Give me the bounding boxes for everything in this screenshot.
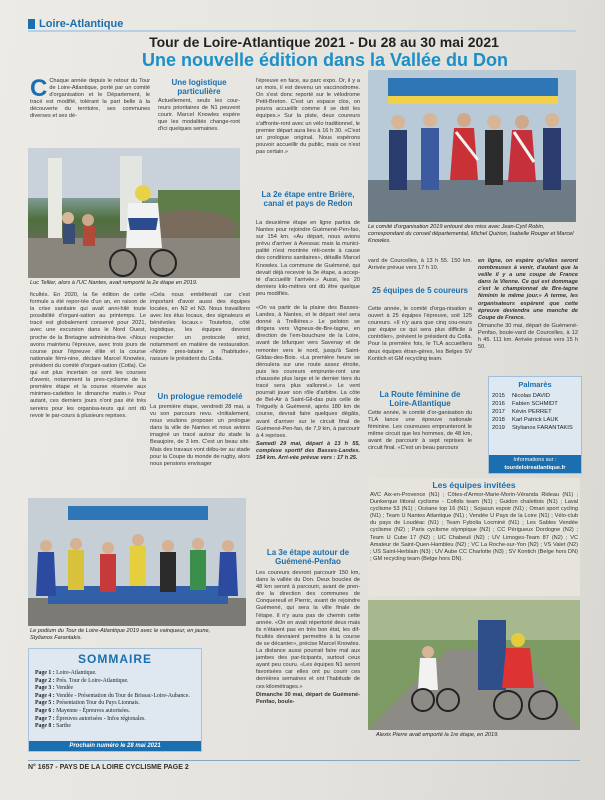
col4-paragraph-1: vard de Courcelles, à 13 h 55. 150 km. Arrivée prévue vers 17 h 10. bbox=[368, 258, 472, 272]
etape3-paragraph-1: Les coureurs devront parcourir 150 km, dans la vallée du Don. Deux boucles de 48 km seront à parcourir, avant de pren-dre la direction des communes de Conquereuil et Pierric, avant de rejoindre Guémené, qui sera la ville finale de l'étape. Il n'y aura pas de chemin cette année. «On en avait répertorié deux mais ils n'étaient pas en très bon état, les dif-ficultés devraient permettre à la course de se décanter», précise Marcel Knowles. La distance aussi pourrait faire mal aux jambes des par-ticipants, surtout ceux ayant peu couru. «Les équipes N1 seront favorisées car elles ont pu courir ces dernières semaines et ont l'habitude de ces kilométrages.» bbox=[256, 570, 360, 690]
sommaire-page: Page 8 : bbox=[35, 723, 55, 730]
photo-luc-tellier-art bbox=[28, 148, 240, 278]
sommaire-item[interactable] bbox=[35, 678, 195, 686]
section-rule bbox=[28, 30, 576, 32]
footer-rule bbox=[28, 760, 580, 761]
palmares-row bbox=[492, 424, 578, 432]
logistique-heading: Une logistique particulière bbox=[171, 78, 227, 96]
photo-comite bbox=[368, 70, 576, 222]
col3-paragraph-1: l'épreuve en face, au parc expo. Or, il y a un mois, il est devenu un vaccinodrome. On s'est donc reporté sur le vélodrome Petit-Breton. C'est un espace clos, on pourra accueillir comme il se doit les équipes.» Sur la piste, deux coureurs s'affronte-ront avec un vélo traditionnel, le premier départ aura lieu à 16 h 30. «C'est un prologue original. Nous espérons pouvoir accueillir du public, mais ce n'est pas certain.» bbox=[256, 78, 360, 155]
sommaire-label: Mayenne - Épreuves autorisées. bbox=[56, 707, 131, 714]
palmares-row bbox=[492, 400, 578, 408]
palmares-list bbox=[492, 392, 578, 432]
sommaire-item[interactable] bbox=[35, 723, 195, 731]
etape2-heading: La 2e étape entre Brière, canal et pays de Redon bbox=[261, 190, 355, 208]
palmares-box bbox=[488, 376, 582, 474]
palmares-year: 2015 bbox=[492, 393, 505, 399]
caption-luc-tellier: Luc Tellier, alors à l'UC Nantes, avait remporté la 2e étape en 2019. bbox=[30, 280, 198, 286]
photo-alexis-pierre bbox=[368, 600, 580, 730]
palmares-title: Palmarès bbox=[518, 380, 552, 389]
equipes-box bbox=[368, 478, 580, 596]
sommaire-label: Prés. Tour de Loire-Atlantique. bbox=[56, 677, 129, 684]
palmares-winner: Kévin PERRET bbox=[512, 409, 552, 415]
sommaire-item[interactable] bbox=[35, 670, 195, 678]
palmares-info-url[interactable]: tourdeloireatlantique.fr bbox=[504, 465, 566, 471]
feminine-paragraph: Cette année, le comité d'or-ganisation du TLA lance une épreuve nationale féminine. Les coureuses emprunteront le même circuit que les hommes, de 48 km, avant de parcourir à sept reprises le circuit final. «C'est un beau parcours bbox=[368, 410, 472, 452]
sommaire-page: Page 5 : bbox=[35, 700, 55, 707]
photo-podium-art bbox=[28, 498, 246, 626]
drop-cap: C bbox=[30, 78, 48, 102]
col3-text-mid bbox=[256, 220, 360, 304]
col3-paragraph-2: La deuxième étape en ligne partira de Nantes pour rejoindre Guémené-Pen-fao, sur 154 km. «Au départ, nous avions prévu d'arriver à Avessac mais la munici-palité n'est montrée réti-cente à cause des conditions sanitaires», détaille Marcel Knowles. La commune de Guémené, qui devait déjà recevoir la 3e étape, a accep-té d'accueillir l'arrivée.» Aussi, les 20 derniers kilo-mètres ont dû être quelque peu modifiés. bbox=[256, 220, 360, 297]
intro-text bbox=[30, 78, 150, 146]
prologue-heading: Un prologue remodelé bbox=[157, 392, 243, 401]
photo-comite-art bbox=[368, 70, 576, 222]
sommaire-label: Présentation Tour du Pays Lionnais. bbox=[56, 700, 140, 707]
palmares-winner: Stylianos FARANTAKIS bbox=[512, 425, 573, 431]
sommaire-box bbox=[28, 648, 202, 752]
photo-luc-tellier bbox=[28, 148, 240, 278]
sommaire-label: Loire-Atlantique. bbox=[56, 670, 97, 676]
palmares-winner: Fabien SCHMIDT bbox=[512, 401, 558, 407]
sommaire-page: Page 3 : bbox=[35, 685, 55, 692]
headline: Une nouvelle édition dans la Vallée du Don bbox=[141, 50, 509, 70]
palmares-year: 2018 bbox=[492, 417, 505, 423]
title-line: Tour de Loire-Atlantique 2021 - Du 28 au 30 mai 2021 bbox=[149, 34, 499, 50]
section-label: Loire-Atlantique bbox=[39, 17, 124, 30]
intro-paragraph-2: ficultés. En 2020, la 6e édition de cette formule a été repor-tée d'un an, en raison de la crise sanitaire qui avait anni-hilé toute possibilité d'organi-sation au printemps. Le tracé est globalement conservé pour 2021, avec une excursion dans le Nord Ouest, proche de la Bretagne administra-tive. «Nous avons maintenu l'épreuve, avec trois jours de course pour l'épreuve élite et la course nationale fémi-nine, déclare Marcel Knowles, président du comité d'organi-sation (Cotla). Ce qui est plus incertain ce sont les courses d'avenir, notamment la pres-cyclisme de la première étape et la course réservée aux minimes-cadettes le dimanche matin.» Pour autant, ces derniers jours n'ont pas été très sereins pour les organisa-teurs qui ont dû revoir le par-cours à plusieurs reprises. bbox=[30, 292, 146, 419]
intro-paragraph-1: Chaque année depuis le retour du Tour de Loire-Atlantique, porté par un comité d'organisation et le Département, le tracé est modifié, tolérant la part belle à la découverte du territoire, ses communes diverses et ses dé- bbox=[30, 78, 150, 120]
sommaire-label: Sarthe bbox=[56, 723, 71, 730]
equipes25-paragraph: Cette année, le comité d'orga-nisation a ouvert à 25 équipes l'épreuve, soit 125 coureurs. «Il n'y aura que cinq cou-reurs par équipe ce qui sera plus difficile à contrôler», prévient le président du Cotla. Pour la première fois, le TLA accueillera deux équipes étran-gères, les Belges SV Kontich et GM recycling team. bbox=[368, 306, 472, 362]
intro-continued bbox=[30, 292, 146, 496]
logistique-paragraph-1: Actuellement, seuls les cour-reurs prioritaires de N1 peuvent courir. Marcel Knowles espère que les modalités change-ront d'ici quelques semaines. bbox=[158, 98, 240, 133]
col4-text-top bbox=[368, 258, 472, 284]
sommaire-label: Vendée bbox=[56, 685, 74, 692]
col5-paragraph-1: en ligne, on espère qu'elles seront nombreuses à venir, d'autant que la veille il y a une coupe de France dans la Vienne. Ce qui est dommage c'est le championnat de Bre-tagne féminin le même jour.» A terme, les organisateurs espèrent que cette épreuve deviendra une manche de Coupe de France. bbox=[478, 258, 578, 321]
etape3-paragraph-2: Dimanche 30 mai, départ de Guémené-Penfao, boule- bbox=[256, 691, 360, 705]
feminine-text bbox=[368, 410, 472, 476]
photo-podium bbox=[28, 498, 246, 626]
logistique-text bbox=[158, 98, 240, 142]
footer-text: N° 1657 - PAYS DE LA LOIRE CYCLISME PAGE 2 bbox=[28, 764, 189, 771]
logistique-paragraph-2: «Cela nous embêterait car c'est important d'avoir aussi des équipes locales, en N2 et N3. Nous travaillons avec les élus locaux, des signaleurs et bénévoles locaux.» Toutefois, côté logistique, les équipes devront respecter un protocole strict, notamment en matière de restauration. «Notre pres-tataire a l'habitude», rassure le président du Cotla. bbox=[150, 292, 250, 362]
caption-podium: Le podium du Tour de Loire-Atlantique 2019 avec le vainqueur, en jaune, Stylianos Farantakis. bbox=[30, 628, 211, 641]
sommaire-item[interactable] bbox=[35, 685, 195, 693]
caption-comite: Le comité d'organisation 2019 entouré des miss avec Jean-Cyril Robin, correspondant du conseil départemental, Michel Quirion, Isabelle Rouger et Marcel Knowles. bbox=[368, 224, 574, 244]
logistique-continued bbox=[150, 292, 250, 390]
palmares-row bbox=[492, 392, 578, 400]
section-marker bbox=[28, 19, 35, 29]
palmares-info-label: Informations sur : bbox=[513, 457, 557, 463]
col3-text-top bbox=[256, 78, 360, 190]
palmares-row bbox=[492, 408, 578, 416]
equipes25-heading: 25 équipes de 5 coureurs bbox=[371, 286, 469, 295]
caption-alexis-pierre: Alexis Pierre avait emporté la 1re étape, en 2019. bbox=[376, 732, 499, 738]
sommaire-item[interactable] bbox=[35, 700, 195, 708]
sommaire-page: Page 4 : bbox=[35, 692, 55, 699]
palmares-year: 2016 bbox=[492, 401, 505, 407]
prologue-text bbox=[150, 404, 250, 494]
sommaire-item[interactable] bbox=[35, 708, 195, 716]
sommaire-title: SOMMAIRE bbox=[78, 652, 152, 666]
sommaire-label: Vendée - Présentation du Tour de Brissac-Loire-Aubance. bbox=[56, 692, 190, 699]
equipes-title: Les équipes invitées bbox=[432, 480, 516, 490]
equipes-list: AVC Aix-en-Provence (N1) ; Côtes-d'Armor-Marie-Morin-Véranda Rideau (N1) ; Dunkerque littoral cyclisme - Cofidis team (N1) ; Guidon chalettois (N1) ; Laval cyclisme 53 (N1) ; Océane top 16 (N1) ; Sojasun espoir (N1) ; Omari sport cycling (N1) ; Team U Nantes Atlantique (N1) ; Vendée U Pays de la Loire (N1) ; Vélo-club du pays de Loudéac (N1) ; Team Fybolia Locminé (N1) ; Les Sables Vendée cyclisme (N2) ; Paris cyclisme olympique (N2) ; CC Périgueux Dordogne (N2) ; Team U Cube 17 (N2) ; UC Chabeuil (N2) ; UV Limoges-Team 87 (N2) ; VC Amateur de Saint-Quen-Hambleu (N2) ; VC La Roche-sur-Yon (N2) ; VS Valet (N2) ; US Saint-Herblain (N3) ; UV Aube CC Charlotte (N3) ; SV Kontich (Belge hors DN) ; GM recycling team (Belge hors DN). bbox=[370, 492, 578, 562]
col5-paragraph-2: Dimanche 30 mai, départ de Guémené-Penfao, boule-vard de Courcelles, à 12 h 45. 111 km. Arrivée prévue vers 15 h 50. bbox=[478, 322, 578, 351]
palmares-winner: Nicolas DAVID bbox=[512, 393, 550, 399]
col3-text-low bbox=[256, 305, 360, 481]
prologue-paragraph-1: La première étape, vendredi 28 mai, a vu son parcours revu. «Initialement, nous voulions proposer un prologue dans la ville de Nantes et nous avions imaginé un tracé autour du stade la Beaujoire, de 3 km. C'est un beau site. Mais des travaux vont débu-ter au stade pour la Coupe du monde de rugby, alors nous pensions envisager bbox=[150, 404, 250, 467]
sommaire-page: Page 6 : bbox=[35, 707, 55, 714]
col3-paragraph-4: Samedi 29 mai, départ à 13 h 55, complexe sportif des Basses-Landes. 154 km. Arri-vée prévue vers : 17 h 25. bbox=[256, 440, 360, 461]
sommaire-next-issue: Prochain numéro le 28 mai 2021 bbox=[29, 741, 201, 751]
palmares-year: 2017 bbox=[492, 409, 505, 415]
etape3-text bbox=[256, 570, 360, 776]
sommaire-item[interactable] bbox=[35, 693, 195, 701]
col3-paragraph-3: «On va partir de la plaine des Basses-Landes, à Nantes, et le départ réel sera donné à Trellières.» Le peloton se dirigera vers Vigneux-de-Bre-tagne, en direction de l'em-bouchure de la Loire, avant de bifurquer vers Savenay et de remonter vers le nord, jusqu'à Saint-Gildas-des-Bois. «La première heure se déroulera sur une route assez étroite, puis les coureurs emprunte-ront une chaussée plus large et le dernier tiers du tracé sera plus vallonné.» Le vent pourrait jouer son rôle d'arbitre. La côte de Bel-Air à Saint-Gil-das puis celle de Tréguély à Guémené, après 180 km de course, devrait faire quelques dégâts, avant d'arriver sur le circuit final de Guémené-Pen-fao, de 7,9 km, à parcourir à 4 reprises. bbox=[256, 305, 360, 439]
photo-alexis-pierre-art bbox=[368, 600, 580, 730]
sommaire-list bbox=[35, 670, 195, 731]
section-banner bbox=[28, 15, 198, 29]
equipes25-text bbox=[368, 306, 472, 388]
sommaire-label: Épreuves autorisées - Infos régionales. bbox=[56, 715, 146, 722]
palmares-year: 2019 bbox=[492, 425, 505, 431]
feminine-heading: La Route féminine de Loire-Atlantique bbox=[379, 390, 461, 408]
sommaire-page: Page 7 : bbox=[35, 715, 55, 722]
palmares-row bbox=[492, 416, 578, 424]
col5-text bbox=[478, 258, 578, 374]
sommaire-page: Page 2 : bbox=[35, 677, 55, 684]
palmares-info bbox=[489, 455, 581, 473]
etape3-heading: La 3e étape autour de Guémené-Penfao bbox=[266, 548, 350, 566]
sommaire-item[interactable] bbox=[35, 716, 195, 724]
sommaire-page: Page 1 : bbox=[35, 670, 55, 676]
palmares-winner: Karl Patrick LAUK bbox=[512, 417, 559, 423]
